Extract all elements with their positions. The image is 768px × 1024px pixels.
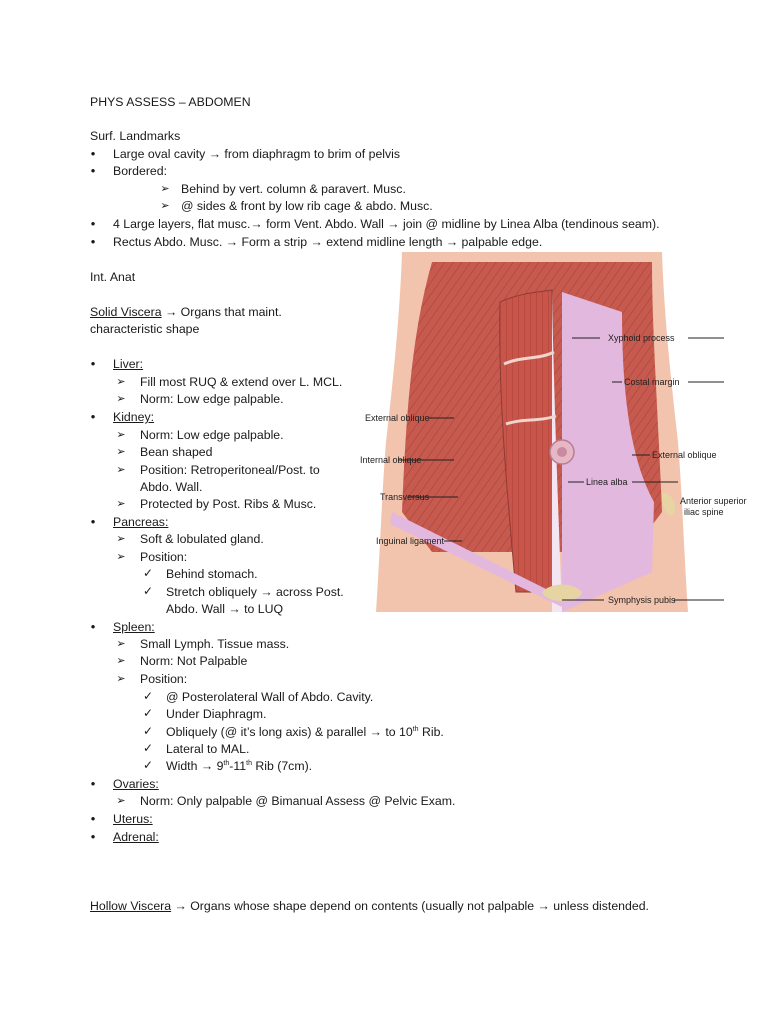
solid-viscera-def: → Organs that maint. (161, 305, 282, 319)
label-external-oblique-left: External oblique (365, 413, 430, 423)
check-bullet-icon (143, 724, 153, 738)
arrow-bullet-icon (116, 427, 126, 441)
surf-sub-bullet-1: Behind by vert. column & paravert. Musc. (181, 182, 406, 196)
spleen-item: Small Lymph. Tissue mass. (140, 637, 290, 651)
liver-heading: Liver: (113, 357, 144, 371)
hollow-viscera-line (90, 898, 649, 914)
label-xyphoid-process: Xyphoid process (608, 333, 675, 343)
adrenal-heading: Adrenal: (113, 830, 159, 844)
check-bullet-icon (143, 706, 153, 720)
kidney-item: Norm: Low edge palpable. (140, 428, 284, 442)
spleen-width-text-end: Rib (7cm). (251, 759, 313, 773)
check-bullet-icon (143, 758, 153, 772)
surf-bullet-4: Rectus Abdo. Musc. → Form a strip → extend midline length → palpable edge. (113, 235, 543, 249)
arrow-bullet-icon (116, 496, 126, 510)
spleen-rib-text: Obliquely (@ it’s long axis) & parallel → to 10 (166, 725, 413, 739)
label-linea-alba: Linea alba (586, 477, 628, 487)
surf-sub-bullet-2: @ sides & front by low rib cage & abdo. Musc. (181, 199, 433, 213)
arrow-bullet-icon (116, 671, 126, 685)
arrow-bullet-icon (116, 462, 126, 476)
spleen-subitem: @ Posterolateral Wall of Abdo. Cavity. (166, 690, 374, 704)
ovaries-item: Norm: Only palpable @ Bimanual Assess @ Pelvic Exam. (140, 794, 456, 808)
pancreas-subitem: Stretch obliquely → across Post. (166, 585, 344, 599)
spleen-subitem: Lateral to MAL. (166, 742, 250, 756)
arrow-bullet-icon (160, 198, 170, 212)
kidney-item: Bean shaped (140, 445, 213, 459)
surf-landmarks-heading: Surf. Landmarks (90, 129, 181, 143)
solid-viscera-line (90, 304, 282, 320)
bullet-icon (88, 776, 98, 791)
solid-viscera-term: Solid Viscera (90, 305, 162, 319)
spleen-subitem: Under Diaphragm. (166, 707, 267, 721)
ovaries-heading: Ovaries: (113, 777, 159, 791)
spleen-item: Norm: Not Palpable (140, 654, 248, 668)
arrow-bullet-icon (116, 391, 126, 405)
abdominal-muscles-figure (332, 252, 747, 612)
label-transversus: Transversus (380, 492, 430, 502)
bullet-icon (88, 409, 98, 424)
page-title: PHYS ASSESS – ABDOMEN (90, 95, 251, 109)
hollow-viscera-def: → Organs whose shape depend on contents (usually not palpable → unless distended. (171, 899, 649, 913)
bullet-icon (88, 811, 98, 826)
surf-bullet-2: Bordered: (113, 164, 168, 178)
bullet-icon (88, 216, 98, 231)
int-anat-heading: Int. Anat (90, 270, 136, 284)
label-asis-line1: Anterior superior (680, 496, 747, 506)
spleen-width-text-mid: -11 (229, 759, 247, 773)
arrow-bullet-icon (160, 181, 170, 195)
surf-bullet-1: Large oval cavity → from diaphragm to brim of pelvis (113, 147, 401, 161)
check-bullet-icon (143, 584, 153, 598)
arrow-bullet-icon (116, 636, 126, 650)
kidney-heading: Kidney: (113, 410, 155, 424)
spleen-item: Position: (140, 672, 188, 686)
spleen-subitem-rib (166, 724, 444, 740)
surf-bullet-3: 4 Large layers, flat musc.→ form Vent. Abdo. Wall → join @ midline by Linea Alba (tendinous seam). (113, 217, 660, 231)
pancreas-subitem: Behind stomach. (166, 567, 258, 581)
kidney-item-cont: Abdo. Wall. (140, 480, 203, 494)
solid-viscera-def-cont: characteristic shape (90, 322, 200, 336)
umbilicus-center (557, 447, 567, 457)
label-costal-margin: Costal margin (624, 377, 680, 387)
liver-item: Fill most RUQ & extend over L. MCL. (140, 375, 343, 389)
label-asis-line2: iliac spine (684, 507, 724, 517)
pancreas-heading: Pancreas: (113, 515, 169, 529)
label-internal-oblique: Internal oblique (360, 455, 422, 465)
bullet-icon (88, 829, 98, 844)
arrow-bullet-icon (116, 374, 126, 388)
pancreas-item: Position: (140, 550, 188, 564)
uterus-heading: Uterus: (113, 812, 153, 826)
pancreas-subitem-cont: Abdo. Wall → to LUQ (166, 602, 284, 616)
bullet-icon (88, 619, 98, 634)
label-symphysis-pubis: Symphysis pubis (608, 595, 676, 605)
bullet-icon (88, 234, 98, 249)
arrow-bullet-icon (116, 653, 126, 667)
check-bullet-icon (143, 689, 153, 703)
spleen-subitem-width (166, 758, 312, 774)
arrow-bullet-icon (116, 549, 126, 563)
abdominal-muscles-illustration (332, 252, 747, 612)
bullet-icon (88, 356, 98, 371)
bullet-icon (88, 163, 98, 178)
kidney-item: Protected by Post. Ribs & Musc. (140, 497, 317, 511)
liver-item: Norm: Low edge palpable. (140, 392, 284, 406)
arrow-bullet-icon (116, 793, 126, 807)
check-bullet-icon (143, 566, 153, 580)
pancreas-item: Soft & lobulated gland. (140, 532, 264, 546)
bullet-icon (88, 514, 98, 529)
spleen-width-text: Width → 9 (166, 759, 224, 773)
ordinal-sup: th (412, 726, 419, 733)
check-bullet-icon (143, 741, 153, 755)
arrow-bullet-icon (116, 444, 126, 458)
ordinal-sup: th (223, 760, 230, 767)
ordinal-sup: th (246, 760, 252, 767)
kidney-item: Position: Retroperitoneal/Post. to (140, 463, 320, 477)
label-external-oblique-right: External oblique (652, 450, 717, 460)
arrow-bullet-icon (116, 531, 126, 545)
spleen-heading: Spleen: (113, 620, 155, 634)
spleen-rib-text-end: Rib. (418, 725, 444, 739)
bullet-icon (88, 146, 98, 161)
label-inguinal-ligament: Inguinal ligament (376, 536, 445, 546)
hollow-viscera-term: Hollow Viscera (90, 899, 172, 913)
